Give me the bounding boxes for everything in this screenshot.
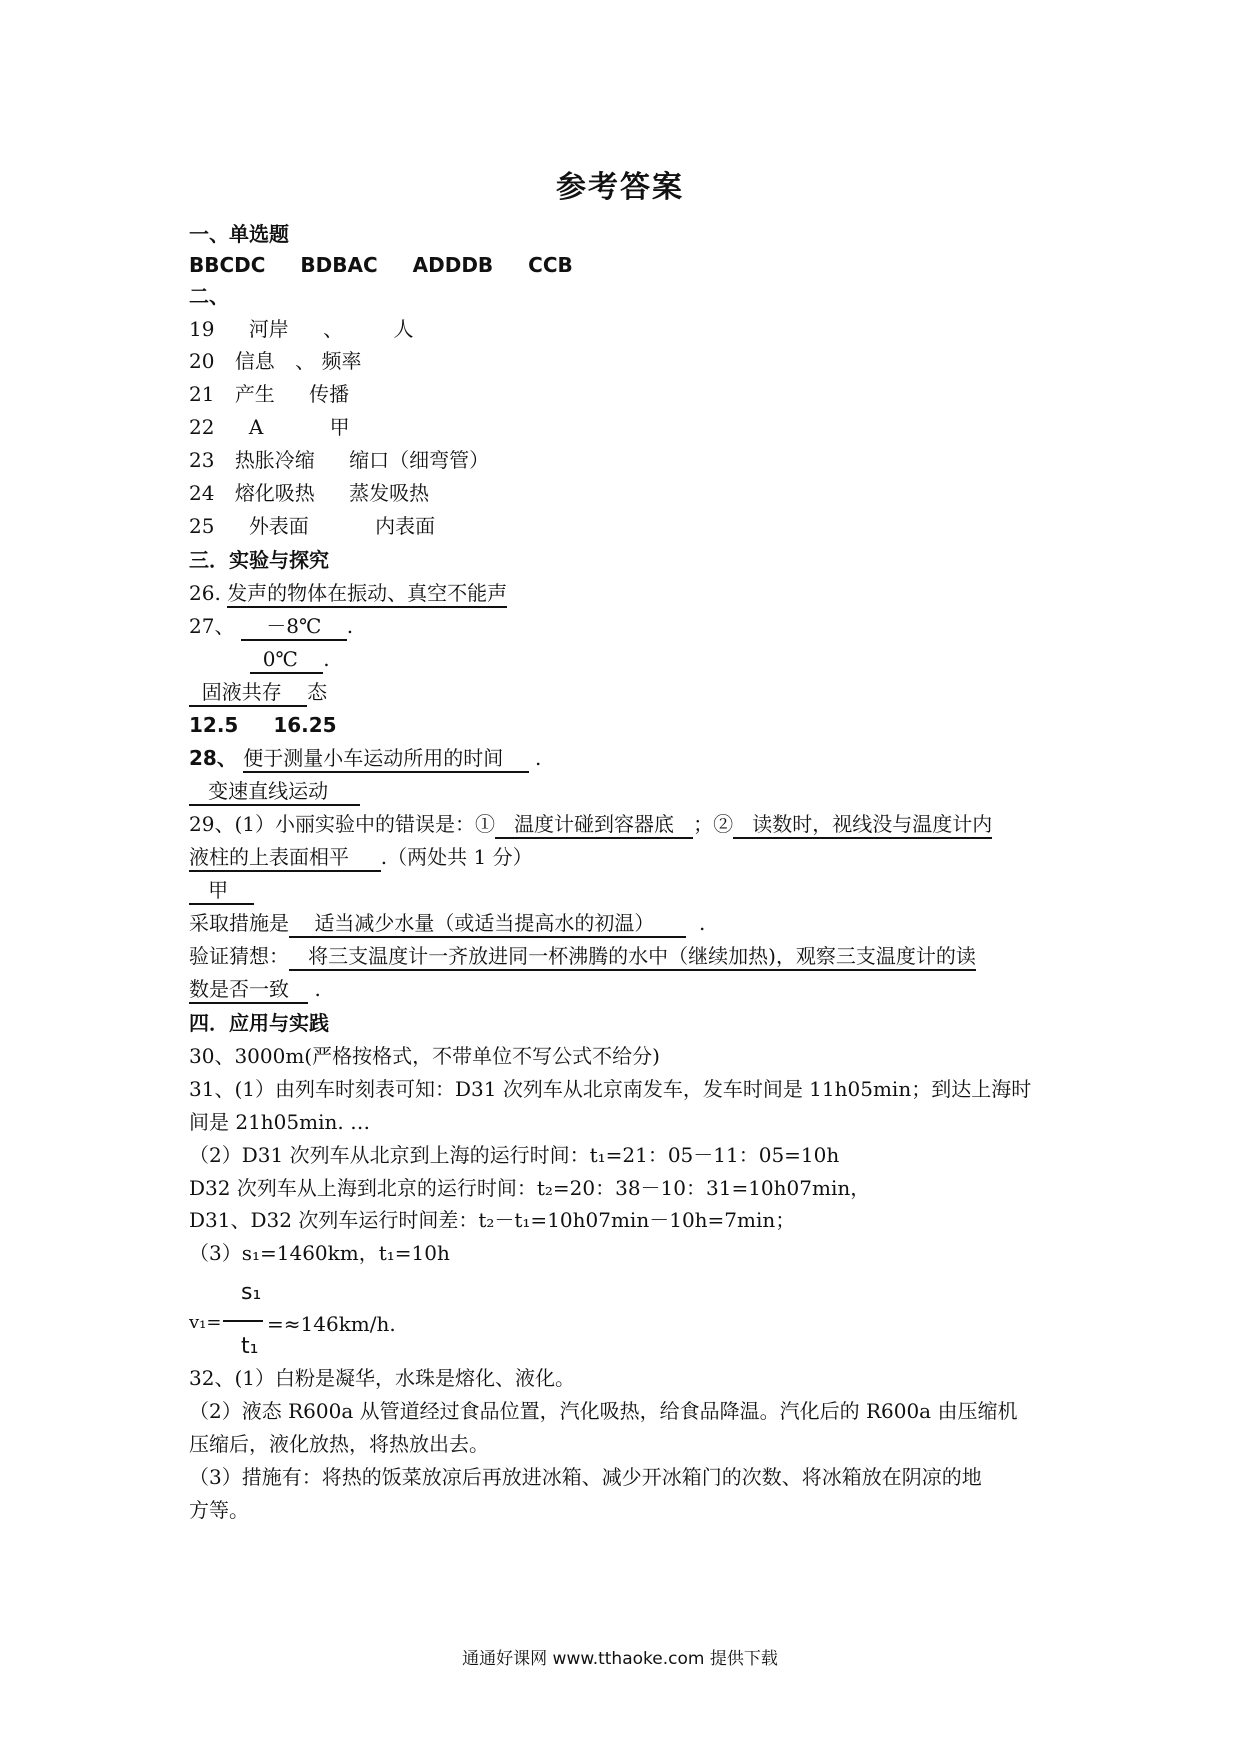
q20-answer-b: 频率 [321, 349, 362, 373]
q29-period-2: . [314, 977, 321, 1001]
value-a: 12.5 [189, 713, 239, 737]
q28-number: 28、 [189, 746, 237, 770]
answer-group-3: ADDDB [412, 253, 494, 277]
q19-answer-b: 人 [393, 317, 414, 341]
q26-line [189, 579, 1069, 607]
q25-number: 25 [189, 514, 215, 538]
q30-line: 30、3000m(严格按格式，不带单位不写公式不给分) [189, 1044, 660, 1068]
q27-blank-3 [189, 680, 307, 707]
q28-period: . [535, 746, 542, 770]
fraction-bar [223, 1320, 263, 1322]
q25-answer-a: 外表面 [248, 514, 309, 538]
section1-answers [189, 251, 1069, 279]
q23-number: 23 [189, 448, 215, 472]
q28-line-2 [189, 777, 1069, 805]
q21-answer-a: 产生 [234, 382, 275, 406]
q23-answer-b: 缩口（细弯管） [349, 448, 490, 472]
section1-heading: 一、单选题 [189, 222, 289, 246]
q27-suffix: 态 [307, 680, 328, 704]
q27-line-3 [189, 678, 1069, 706]
q32-line-2: （2）液态 R600a 从管道经过食品位置，汽化吸热，给食品降温。汽化后的 R600a 由压缩机 [189, 1399, 1018, 1423]
section4-heading: 四．应用与实践 [189, 1011, 329, 1035]
q29-verify-label: 验证猜想： [189, 944, 289, 968]
q29-error-2b-text: 液柱的上表面相平 [189, 845, 349, 869]
answer-group-2: BDBAC [300, 253, 378, 277]
q29-verify-a-text: 将三支温度计一齐放进同一杯沸腾的水中（继续加热)，观察三支温度计的读 [308, 944, 976, 968]
q29-measure [289, 911, 686, 938]
q22-answer-a: A [248, 415, 264, 439]
q31-line-4: D32 次列车从上海到北京的运行时间：t₂=20：38－10：31=10h07min， [189, 1176, 871, 1200]
q29-line-5 [189, 942, 1069, 970]
q28-blank-1 [243, 746, 528, 773]
q27-number: 27、 [189, 614, 235, 638]
q21-line [189, 380, 1069, 408]
q27-line-1 [189, 612, 1069, 640]
q32-line-1: 32、(1）白粉是凝华，水珠是熔化、液化。 [189, 1366, 575, 1390]
q24-answer-a: 熔化吸热 [234, 481, 315, 505]
q25-line [189, 512, 1069, 540]
value-b: 16.25 [273, 713, 337, 737]
q29-measure-label: 采取措施是 [189, 911, 289, 935]
q27-blank-2 [250, 647, 323, 674]
q29-middle: ；② [693, 812, 734, 836]
q28-blank-2 [189, 779, 360, 806]
q28-line-1 [189, 744, 1069, 772]
q20-number: 20 [189, 349, 215, 373]
q31-line-1: 31、(1）由列车时刻表可知：D31 次列车从北京南发车，发车时间是 11h05min；到达上海时 [189, 1077, 1032, 1101]
section2-heading: 二、 [189, 284, 229, 308]
q32-line-4: （3）措施有：将热的饭菜放凉后再放进冰箱、减少开冰箱门的次数、将冰箱放在阴凉的地 [189, 1465, 982, 1489]
formula-rhs: =≈146km/h. [267, 1312, 396, 1336]
q29-measure-text: 适当减少水量（或适当提高水的初温） [314, 911, 655, 935]
q20-separator: 、 [295, 349, 316, 373]
q27-line-2 [250, 645, 1130, 673]
q29-answer-2-text: 甲 [208, 878, 229, 902]
q24-number: 24 [189, 481, 215, 505]
q21-number: 21 [189, 382, 215, 406]
q19-line [189, 315, 1069, 343]
q20-line [189, 347, 1069, 375]
q29-verify-a [289, 944, 976, 971]
page-title: 参考答案 [556, 170, 684, 205]
q21-answer-b: 传播 [309, 382, 350, 406]
q19-answer-a: 河岸 [248, 317, 289, 341]
q29-score-note: .（两处共 1 分） [380, 845, 533, 869]
section3-heading: 三．实验与探究 [189, 548, 329, 572]
q28-answer-1: 便于测量小车运动所用的时间 [243, 746, 504, 770]
q22-number: 22 [189, 415, 215, 439]
q29-prefix: 29、(1）小丽实验中的错误是：① [189, 812, 495, 836]
formula-denominator: t₁ [241, 1334, 259, 1359]
q27-period-2: . [323, 647, 330, 671]
q29-verify-b-text: 数是否一致 [189, 977, 289, 1001]
q29-verify-b [189, 977, 308, 1004]
q19-number: 19 [189, 317, 215, 341]
q23-line [189, 446, 1069, 474]
q31-line-5: D31、D32 次列车运行时间差：t₂－t₁=10h07min－10h=7min； [189, 1208, 796, 1232]
q31-line-3: （2）D31 次列车从北京到上海的运行时间：t₁=21：05－11：05=10h [189, 1143, 840, 1167]
q28-answer-2: 变速直线运动 [208, 779, 329, 803]
q19-separator: 、 [323, 317, 344, 341]
speed-values-line [189, 711, 1069, 739]
q29-period-1: . [698, 911, 706, 935]
q24-line [189, 479, 1069, 507]
q27-blank-1 [241, 614, 347, 641]
q23-answer-a: 热胀冷缩 [234, 448, 315, 472]
q25-answer-b: 内表面 [375, 514, 436, 538]
q31-line-6: （3）s₁=1460km，t₁=10h [189, 1241, 450, 1265]
formula-lhs: v₁= [189, 1312, 222, 1333]
q26-number: 26. [189, 581, 221, 605]
q29-error-1 [495, 812, 693, 839]
q27-answer-3: 固液共存 [201, 680, 282, 704]
q32-line-5: 方等。 [189, 1498, 249, 1522]
q32-line-3: 压缩后，液化放热，将热放出去。 [189, 1432, 489, 1456]
q22-answer-b: 甲 [329, 415, 350, 439]
q29-line-6 [189, 975, 1069, 1003]
q29-answer-2 [189, 878, 254, 905]
q29-error-2b [189, 845, 381, 872]
q29-error-2a-text: 读数时，视线没与温度计内 [752, 812, 993, 836]
q22-line [189, 413, 1069, 441]
q27-answer-2: 0℃ [262, 647, 298, 671]
q29-line-2 [189, 843, 1069, 871]
formula-numerator: s₁ [241, 1280, 262, 1305]
q26-answer: 发声的物体在振动、真空不能声 [227, 581, 507, 608]
q24-answer-b: 蒸发吸热 [349, 481, 430, 505]
answer-group-1: BBCDC [189, 253, 266, 277]
footer-source: 通通好课网 www.tthaoke.com 提供下载 [462, 1649, 778, 1669]
q31-line-2: 间是 21h05min. … [189, 1110, 371, 1134]
q29-error-2a [733, 812, 992, 839]
q29-line-3 [189, 876, 1069, 904]
q27-answer-1: －8℃ [266, 614, 322, 638]
q29-line-4 [189, 909, 1069, 937]
q20-answer-a: 信息 [234, 349, 275, 373]
q29-line-1 [189, 810, 1069, 838]
answer-group-4: CCB [528, 253, 573, 277]
q27-period-1: . [346, 614, 354, 638]
q29-error-1-text: 温度计碰到容器底 [514, 812, 675, 836]
